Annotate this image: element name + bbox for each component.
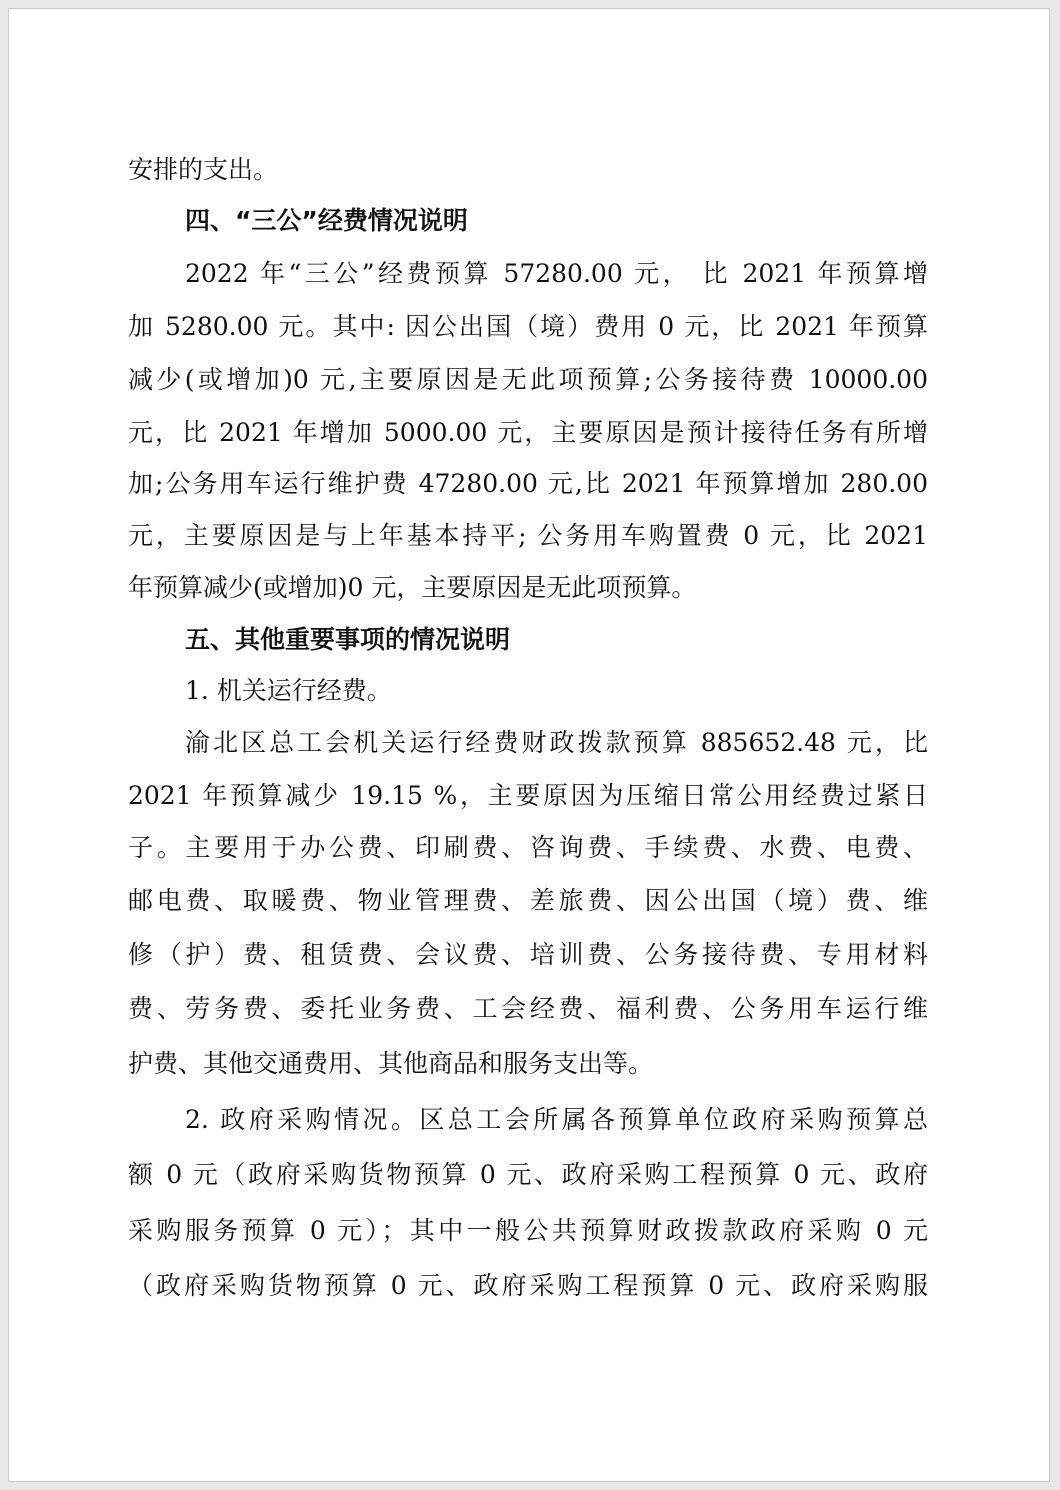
paragraph-line: 额 0 元（政府采购货物预算 0 元、政府采购工程预算 0 元、政府	[128, 1160, 928, 1189]
paragraph-line: 2021 年预算减少 19.15 %，主要原因为压缩日常公用经费过紧日	[128, 781, 928, 810]
paragraph-line: 安排的支出。	[128, 155, 279, 184]
paragraph-line: 2. 政府采购情况。区总工会所属各预算单位政府采购预算总	[185, 1105, 928, 1134]
paragraph-line: （政府采购货物预算 0 元、政府采购工程预算 0 元、政府采购服	[128, 1271, 928, 1300]
paragraph-line: 减少(或增加)0 元,主要原因是无此项预算;公务接待费 10000.00	[128, 365, 928, 394]
paragraph-line: 邮电费、取暖费、物业管理费、差旅费、因公出国（境）费、维	[128, 886, 928, 915]
paragraph-line: 2022 年“三公”经费预算 57280.00 元， 比 2021 年预算增	[185, 259, 928, 288]
paragraph-line: 年预算减少(或增加)0 元，主要原因是无此项预算。	[128, 573, 697, 602]
paragraph-line: 元，比 2021 年增加 5000.00 元，主要原因是预计接待任务有所增	[128, 418, 928, 447]
paragraph-line: 修（护）费、租赁费、会议费、培训费、公务接待费、专用材料	[128, 940, 928, 969]
paragraph-line: 加;公务用车运行维护费 47280.00 元,比 2021 年预算增加 280.00	[128, 469, 928, 498]
paragraph-line: 护费、其他交通费用、其他商品和服务支出等。	[128, 1049, 654, 1078]
paragraph-line: 加 5280.00 元。其中: 因公出国（境）费用 0 元，比 2021 年预算	[128, 312, 928, 341]
paragraph-line: 费、劳务费、委托业务费、工会经费、福利费、公务用车运行维	[128, 994, 928, 1023]
section-heading-five: 五、其他重要事项的情况说明	[185, 625, 511, 654]
subsection-heading: 1. 机关运行经费。	[185, 676, 392, 705]
paragraph-line: 元，主要原因是与上年基本持平; 公务用车购置费 0 元，比 2021	[128, 521, 928, 550]
section-heading-four: 四、“三公”经费情况说明	[185, 206, 468, 235]
paragraph-line: 子。主要用于办公费、印刷费、咨询费、手续费、水费、电费、	[128, 833, 928, 862]
paragraph-line: 渝北区总工会机关运行经费财政拨款预算 885652.48 元，比	[185, 728, 928, 757]
paragraph-line: 采购服务预算 0 元）；其中一般公共预算财政拨款政府采购 0 元	[128, 1216, 928, 1245]
